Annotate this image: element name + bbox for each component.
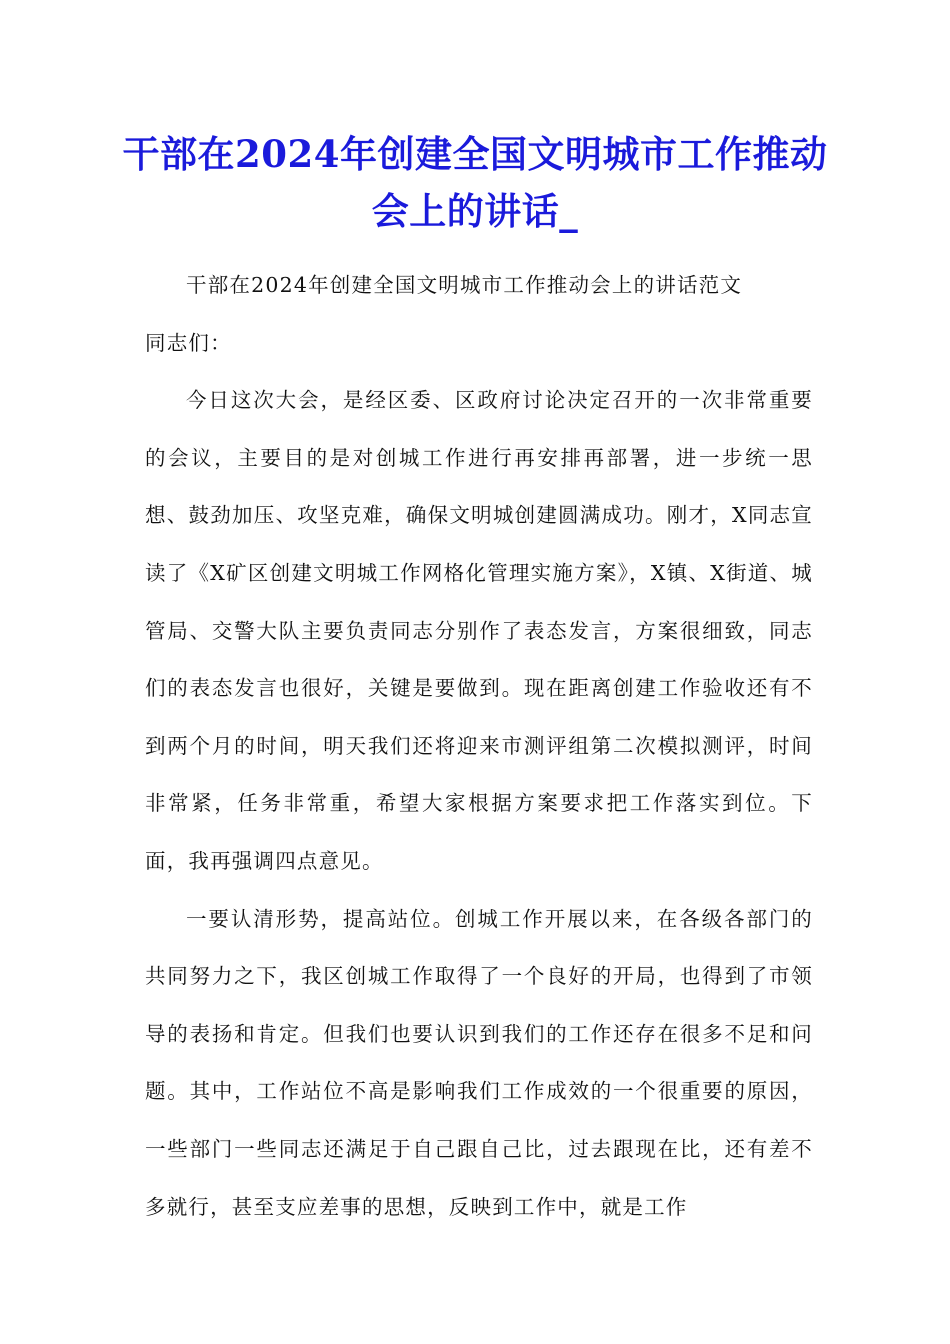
body-paragraph: 今日这次大会，是经区委、区政府讨论决定召开的一次非常重要的会议，主要目的是对创城工作进行再安排再部署，进一步统一思想、鼓劲加压、攻坚克难，确保文明城创建圆满成功。刚才，X同志宣读了《X矿区创建文明城工作网格化管理实施方案》，X镇、X街道、城管局、交警大队主要负责同志分别作了表态发言，方案很细致，同志们的表态发言也很好，关键是要做到。现在距离创建工作验收还有不到两个月的时间，明天我们还将迎来市测评组第二次模拟测评，时间非常紧，任务非常重，希望大家根据方案要求把工作落实到位。下面，我再强调四点意见。 xyxy=(145,388,813,873)
body-paragraph: 一要认清形势，提高站位。创城工作开展以来，在各级各部门的共同努力之下，我区创城工作取得了一个良好的开局，也得到了市领导的表扬和肯定。但我们也要认识到我们的工作还存在很多不足和问题。其中，工作站位不高是影响我们工作成效的一个很重要的原因，一些部门一些同志还满足于自己跟自己比，过去跟现在比，还有差不多就行，甚至支应差事的思想，反映到工作中，就是工作 xyxy=(145,906,813,1219)
salutation: 同志们： xyxy=(145,330,232,355)
document-body xyxy=(145,257,813,1236)
document-subtitle: 干部在2024年创建全国文明城市工作推动会上的讲话范文 xyxy=(186,273,743,297)
document-title: 干部在2024年创建全国文明城市工作推动会上的讲话_ xyxy=(122,132,828,233)
